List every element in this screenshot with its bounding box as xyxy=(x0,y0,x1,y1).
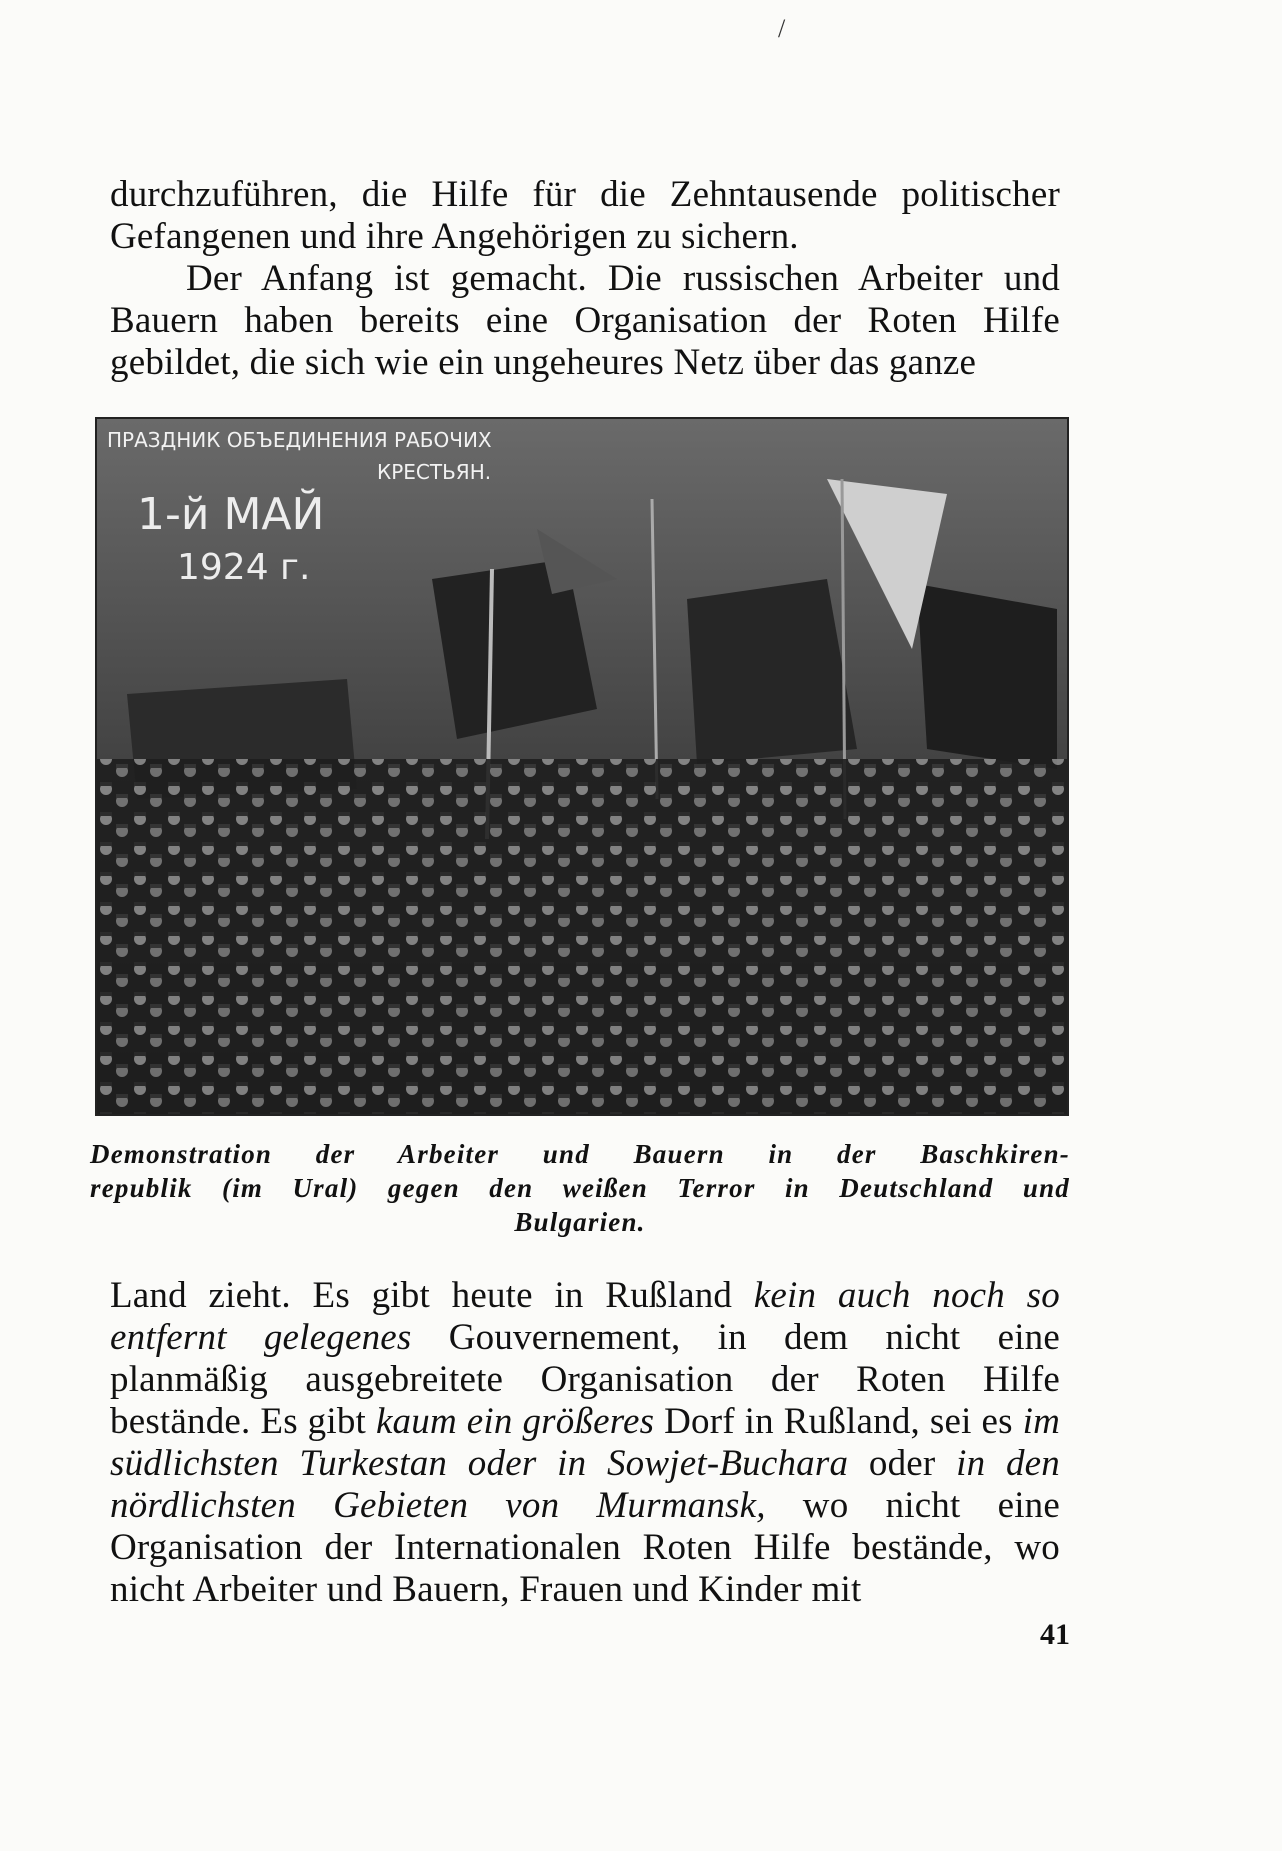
caption-line-1: Demonstration der Arbeiter und Bauern in der Baschkiren- xyxy=(90,1139,1070,1169)
caption-line-3: Bulgarien. xyxy=(514,1207,646,1237)
demonstration-photo xyxy=(95,417,1069,1116)
paragraph-der-anfang: Der Anfang ist gemacht. Die russischen Arbeiter und Bauern haben bereits eine Organisation der Roten Hilfe gebildet, die sich wie ein ungeheures Netz über das ganze xyxy=(110,258,1060,383)
top-text-block xyxy=(110,174,1060,384)
paragraph-continuation: durchzuführen, die Hilfe für die Zehntausende politischer Gefangenen und ihre Angehörigen zu sichern. xyxy=(110,174,1060,257)
caption-line-2: republik (im Ural) gegen den weißen Terror in Deutschland und xyxy=(90,1173,1070,1203)
photo-date-line2: 1924 г. xyxy=(177,547,311,588)
photo-date-line1: 1-й МАЙ xyxy=(137,489,325,540)
banner-right xyxy=(917,584,1057,769)
bottom-text-block xyxy=(110,1275,1060,1611)
page-number: 41 xyxy=(1040,1618,1070,1651)
stray-ink-mark: / xyxy=(778,14,786,43)
paragraph-land-zieht: Land zieht. Es gibt heute in Rußland kein auch noch so entfernt gelegenes Gouvernement, in dem nicht eine planmäßig ausgebreitete Organisation der Roten Hilfe bestände. Es gibt kaum ein größeres Dorf in Rußland, sei es im südlichsten Turkestan oder in Sowjet-Buchara oder in den nördlichsten Gebieten von Murmansk, wo nicht eine Organisation der Internationalen Roten Hilfe bestände, wo nicht Arbeiter und Bauern, Frauen und Kinder mit xyxy=(110,1275,1060,1610)
banner-center xyxy=(687,579,857,764)
photo-banner-top: ПРАЗДНИК ОБЪЕДИНЕНИЯ РАБОЧИХ xyxy=(107,428,492,452)
crowd xyxy=(97,759,1067,1114)
photo-caption xyxy=(90,1137,1070,1239)
photo-banner-sub: КРЕСТЬЯН. xyxy=(377,460,492,484)
